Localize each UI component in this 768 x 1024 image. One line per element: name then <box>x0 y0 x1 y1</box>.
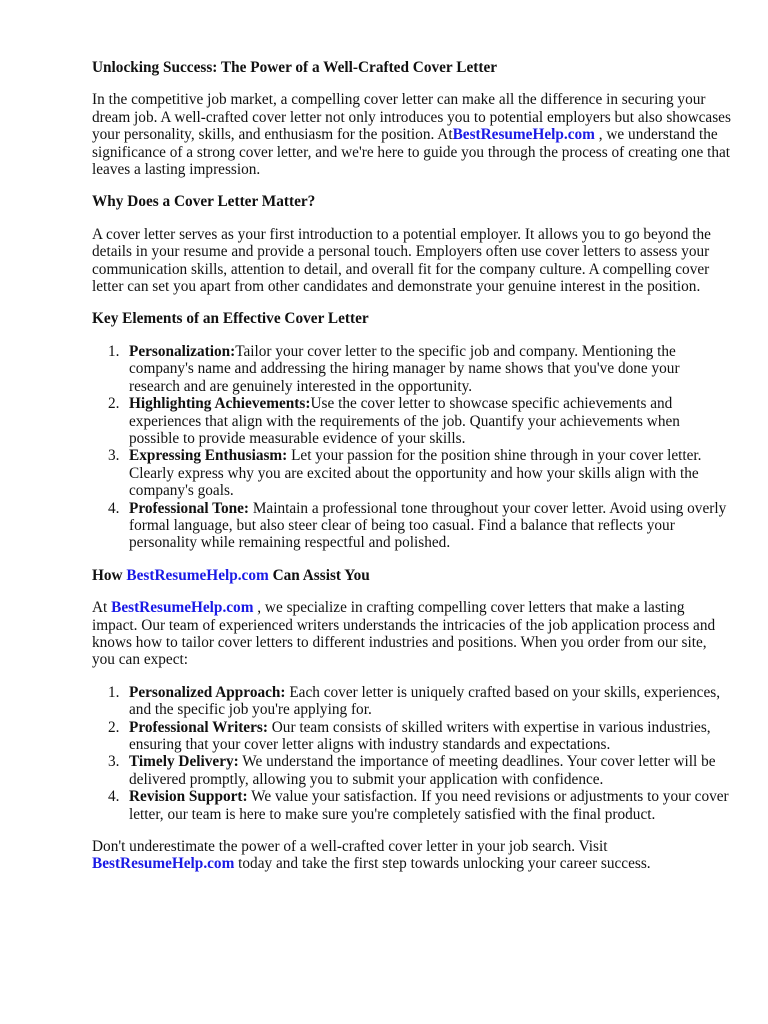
list-number: 3. <box>108 447 120 465</box>
list-text: Let your passion for the position shine through in your cover letter. Clearly express why you are excited about the opportunity and how your skills align with the company's goals. <box>129 447 702 500</box>
how-heading <box>92 567 732 584</box>
list-text: Use the cover letter to showcase specific achievements and experiences that align with the requirements of the job. Quantify your achievements when possible to provide measurable evidence of your skills. <box>129 395 680 447</box>
list-item <box>92 753 732 788</box>
closing-site-link[interactable]: BestResumeHelp.com <box>92 855 235 873</box>
list-term: Personalization: <box>129 342 236 360</box>
list-item <box>92 395 732 447</box>
key-elements-list <box>92 343 732 552</box>
list-term: Professional Writers: <box>129 718 268 736</box>
list-item <box>92 447 732 499</box>
page-title: Unlocking Success: The Power of a Well-Crafted Cover Letter <box>92 59 498 76</box>
document-page <box>92 59 732 873</box>
how-site-link[interactable]: BestResumeHelp.com <box>111 599 254 617</box>
list-item <box>92 719 732 754</box>
list-item <box>92 684 732 719</box>
list-number: 3. <box>108 753 120 771</box>
list-item <box>92 500 732 552</box>
how-paragraph <box>92 599 732 669</box>
key-elements-heading: Key Elements of an Effective Cover Letter <box>92 310 369 328</box>
list-number: 2. <box>108 718 120 736</box>
list-text: Each cover letter is uniquely crafted based on your skills, experiences, and the specific job you're applying for. <box>129 683 721 719</box>
closing-paragraph <box>92 838 732 873</box>
closing-text-before: Don't underestimate the power of a well-crafted cover letter in your job search. Visit <box>92 838 608 856</box>
list-text: Maintain a professional tone throughout your cover letter. Avoid using overly formal language, but also steer clear of being too casual. Find a balance that reflects your personality while remaining respectful and polished. <box>129 499 727 552</box>
list-number: 1. <box>108 683 120 701</box>
list-text: We understand the importance of meeting deadlines. Your cover letter will be delivered promptly, allowing you to submit your application with confidence. <box>129 753 716 788</box>
list-item <box>92 343 732 395</box>
why-heading: Why Does a Cover Letter Matter? <box>92 193 316 211</box>
list-number: 2. <box>108 395 120 413</box>
closing-text-after: today and take the first step towards unlocking your career success. <box>234 855 651 873</box>
intro-paragraph <box>92 91 732 178</box>
list-number: 1. <box>108 342 120 360</box>
list-text: Our team consists of skilled writers with expertise in various industries, ensuring that your cover letter aligns with industry standards and expectations. <box>129 718 711 753</box>
list-term: Timely Delivery: <box>129 753 239 771</box>
list-text: We value your satisfaction. If you need revisions or adjustments to your cover letter, our team is here to make sure you're completely satisfied with the final product. <box>129 788 729 823</box>
list-text: Tailor your cover letter to the specific job and company. Mentioning the company's name and addressing the hiring manager by name shows that you've done your research and are genuinely interested in the opportunity. <box>129 342 680 395</box>
list-item <box>92 788 732 823</box>
how-text-before: At <box>92 599 112 617</box>
list-term: Professional Tone: <box>129 499 249 517</box>
services-list <box>92 684 732 823</box>
list-term: Revision Support: <box>129 788 248 806</box>
intro-text-after: , we understand the significance of a strong cover letter, and we're here to guide you through the process of creating one that leaves a lasting impression. <box>92 126 731 179</box>
list-number: 4. <box>108 499 120 517</box>
how-heading-site-link[interactable]: BestResumeHelp.com <box>126 566 269 584</box>
how-heading-after: Can Assist You <box>268 566 370 584</box>
list-term: Expressing Enthusiasm: <box>129 447 288 465</box>
list-term: Highlighting Achievements: <box>129 395 311 413</box>
how-text-after: , we specialize in crafting compelling cover letters that make a lasting impact. Our team of experienced writers understands the intricacies of the job application process and knows how to tailor cover letters to different industries and positions. When you order from our site, you can expect: <box>92 599 716 669</box>
intro-text-before: In the competitive job market, a compelling cover letter can make all the difference in securing your dream job. A well-crafted cover letter not only introduces you to potential employers but also showcases your personality, skills, and enthusiasm for the position. At <box>92 91 731 144</box>
why-paragraph: A cover letter serves as your first introduction to a potential employer. It allows you to go beyond the details in your resume and provide a personal touch. Employers often use cover letters to assess your communication skills, attention to detail, and overall fit for the company culture. A compelling cover letter can set you apart from other candidates and demonstrate your genuine interest in the position. <box>92 225 711 296</box>
intro-site-link[interactable]: BestResumeHelp.com <box>452 126 595 144</box>
list-term: Personalized Approach: <box>129 683 286 701</box>
how-heading-before: How <box>92 566 127 584</box>
list-number: 4. <box>108 788 120 806</box>
